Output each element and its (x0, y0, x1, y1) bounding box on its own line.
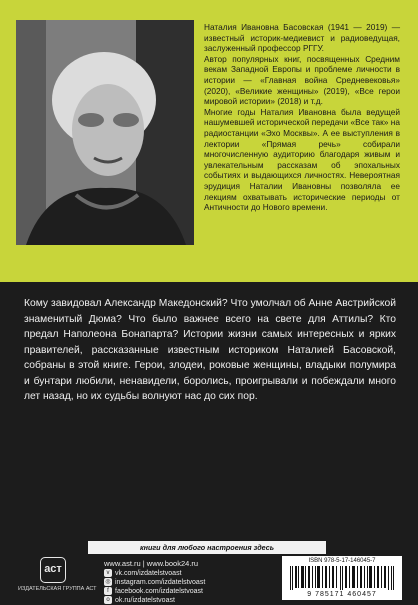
barcode (282, 556, 402, 600)
publisher-links (104, 559, 205, 605)
instagram-icon: ◎ (105, 579, 111, 586)
instagram-link[interactable]: ◎ instagram.com/izdatelstvoast (105, 579, 206, 586)
website-links[interactable]: www.ast.ru | www.book24.ru (104, 559, 199, 568)
ok-link[interactable]: o ok.ru/izdatelstvoast (104, 596, 205, 605)
barcode-number: 9 785171 460457 (307, 591, 377, 598)
isbn-label: ISBN 978-5-17-146045-7 (308, 558, 376, 564)
bio-paragraph: Наталия Ивановна Басовская (1941 — 2019) — известный историк-медиевист и радиоведущая, заслуженный профессор РГГУ. (204, 22, 400, 54)
barcode-bars (290, 566, 394, 590)
author-portrait-image (16, 20, 194, 245)
bio-paragraph: Автор популярных книг, посвященных Средним векам Западной Европы и проблеме личности в истории — «Главная война Средневековья» (2020), «Великие женщины» (2019), «Все герои мировой истории» (2018) и т.д. (204, 53, 400, 107)
bio-paragraph: Многие годы Наталия Ивановна была ведущей нашумевшей исторической передачи «Все так» на радиостанции «Эхо Москвы». А ее выступления в лектории «Прямая речь» собирали многочисленную аудиторию благодаря живым и увлекательным рассказам об эпохальных событиях и выдающихся личностях. Невероятная эрудиция Наталии Ивановны позволяла ее лекциям охватывать исторические периоды от Античности до Нового времени. (204, 106, 400, 213)
author-bio (204, 22, 400, 213)
tagline: книги для любого настроения здесь (88, 541, 326, 554)
facebook-icon: f (104, 587, 112, 595)
publisher-caption: ИЗДАТЕЛЬСКАЯ ГРУППА АСТ (18, 586, 97, 592)
ok-icon: o (104, 596, 112, 604)
author-panel (0, 0, 418, 282)
facebook-link[interactable]: f facebook.com/izdatelstvoast (104, 587, 205, 596)
vk-icon: v (104, 569, 112, 577)
vk-link[interactable]: v vk.com/izdatelstvoast (104, 569, 205, 578)
publisher-logo: аст (40, 557, 66, 583)
author-photo (16, 20, 194, 245)
book-blurb: Кому завидовал Александр Македонский? Что умолчал об Анне Австрийской знаменитый Дюма? Что было важнее всего на свете для Аттилы? Кто предал Наполеона Бонапарта? Истории жизни самых интересных и ярких правителей, рассказанные известным историком Наталией Басовской, собраны в этой книге. Герои, злодеи, роковые женщины, владыки полумира и бунтари любили, ненавидели, боролись, проигрывали и побеждали много лет назад, но их судьбы волнуют нас до сих пор. (24, 298, 396, 402)
